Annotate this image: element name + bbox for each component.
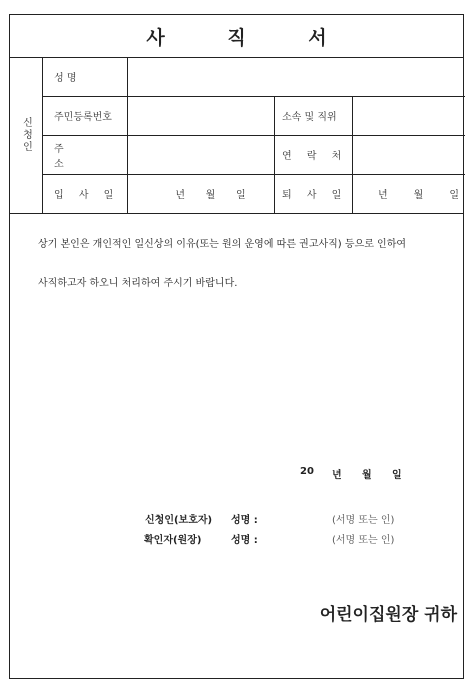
- position-value-cell[interactable]: [352, 96, 465, 135]
- applicant-label-cell: [10, 57, 42, 213]
- join-date-cell[interactable]: [127, 174, 274, 213]
- leave-month-label: 월: [413, 190, 424, 201]
- contact-value-cell[interactable]: [352, 135, 465, 174]
- date-year-prefix: 20: [300, 466, 314, 477]
- confirmer-role: 확인자(원장): [144, 535, 202, 546]
- statement-line-2: 사직하고자 하오니 처리하여 주시기 바랍니다.: [38, 278, 238, 289]
- join-label: 입 사 일: [54, 190, 114, 201]
- leave-date-cell[interactable]: [352, 174, 465, 213]
- join-label-cell: [42, 174, 127, 213]
- resignation-form: [9, 14, 464, 679]
- page-title: 사 직 서: [146, 26, 355, 49]
- name-label-cell: [42, 57, 127, 96]
- applicant-info-table: [10, 57, 463, 214]
- resident-no-label-cell: [42, 96, 127, 135]
- addressee: 어린이집원장 귀하: [319, 605, 457, 625]
- applicant-name-label: 성명 :: [231, 515, 258, 526]
- leave-label-cell: [274, 174, 352, 213]
- address-value-cell[interactable]: [127, 135, 274, 174]
- leave-label: 퇴 사 일: [282, 190, 342, 201]
- join-month-label: 월: [205, 190, 216, 201]
- resident-no-value-cell[interactable]: [127, 96, 274, 135]
- confirmer-signature-note: (서명 또는 인): [332, 535, 395, 546]
- join-day-label: 일: [235, 190, 246, 201]
- address-label: 주 소: [54, 143, 64, 170]
- applicant-label: 신청인: [20, 117, 32, 153]
- leave-year-label: 년: [378, 190, 388, 201]
- name-label: 성 명: [54, 73, 77, 84]
- leave-day-label: 일: [449, 190, 459, 201]
- statement-line-1: 상기 본인은 개인적인 일신상의 이유(또는 원의 운영에 따른 권고사직) 등으로 인하여: [38, 239, 407, 250]
- date-year-label: 년: [332, 470, 342, 481]
- date-day-label: 일: [392, 470, 402, 481]
- resident-no-label: 주민등록번호: [54, 112, 112, 123]
- confirmer-name-label: 성명 :: [231, 535, 258, 546]
- contact-label: 연 락 처: [282, 151, 342, 162]
- contact-label-cell: [274, 135, 352, 174]
- applicant-signature-note: (서명 또는 인): [332, 515, 395, 526]
- title-row: [10, 15, 463, 58]
- position-label-cell: [274, 96, 352, 135]
- name-value-cell[interactable]: [127, 57, 465, 96]
- date-month-label: 월: [362, 470, 372, 481]
- position-label: 소속 및 직위: [282, 112, 337, 123]
- address-label-cell: [42, 135, 127, 174]
- join-year-label: 년: [175, 190, 185, 201]
- applicant-role: 신청인(보호자): [145, 515, 213, 526]
